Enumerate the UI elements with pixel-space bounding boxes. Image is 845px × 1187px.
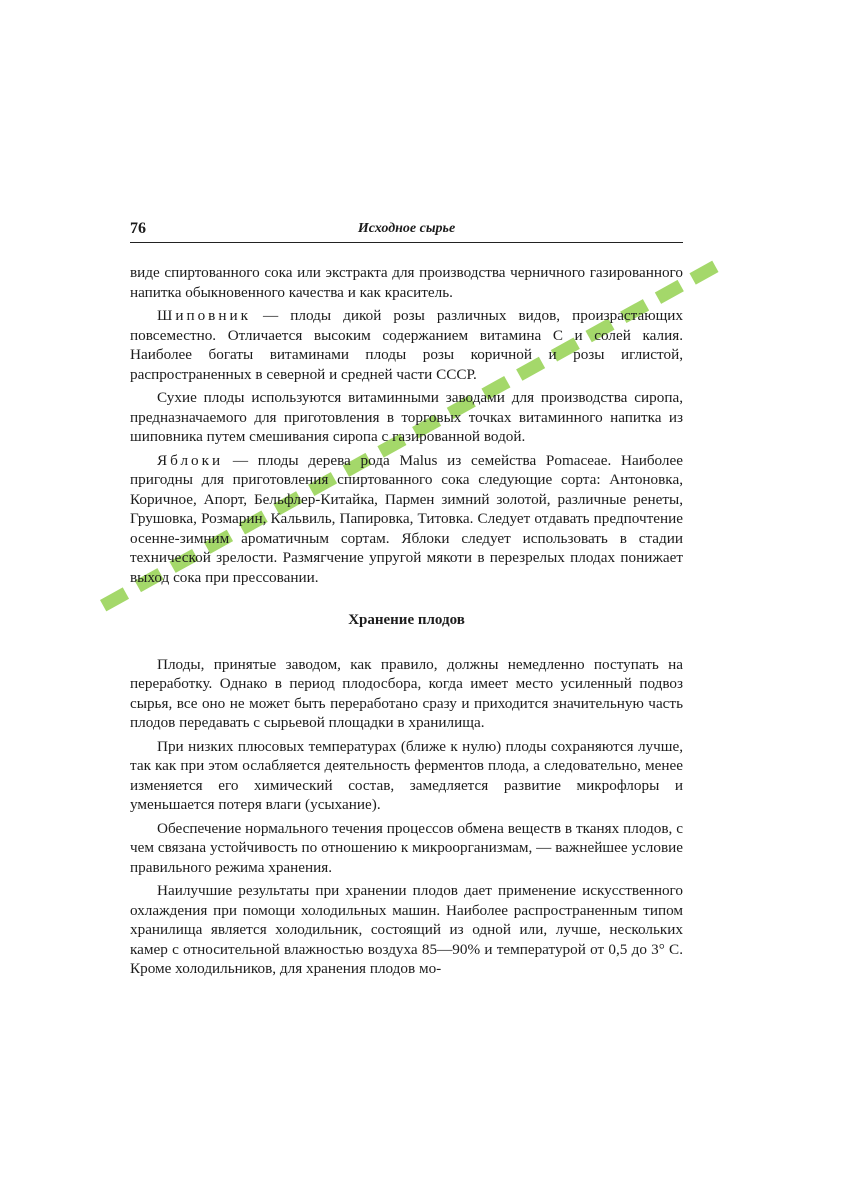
running-title: Исходное сырье: [357, 221, 456, 236]
running-head: [130, 218, 683, 243]
paragraph-continued: виде спиртованного сока или экстракта для производства черничного газированного напитка обыкновенного качества и как краситель.: [130, 264, 683, 301]
paragraph-metabolism: Обеспечение нормального течения процессов обмена веществ в тканях плодов, с чем связана устойчивость по отношению к микроорганизмам, — важнейшее условие правильного режима хранения.: [130, 819, 683, 876]
paragraph-rosehip-text: — плоды дикой розы различных видов, произрастающих повсеместно. Отличается высоким содержанием витамина С и солей калия. Наиболее богаты витаминами плоды розы коричной и розы иглистой, распространенных в северной и средней части СССР.: [130, 307, 683, 383]
term-apples: Яблоки: [157, 451, 224, 469]
paragraph-dry-fruits: Сухие плоды используются витаминными заводами для производства сиропа, предназначаемого для приготовления в торговых точках витаминного напитка из шиповника путем смешивания сиропа с газированной водой.: [130, 389, 683, 445]
page-body: [130, 263, 683, 979]
paragraph-rosehip: [130, 306, 683, 384]
paragraph-temperature: При низких плюсовых температурах (ближе к нулю) плоды сохраняются лучше, так как при этом ослабляется деятельность ферментов плода, а следовательно, менее изменяется его химический состав, замедляется развитие микрофлоры и уменьшается потеря влаги (усыхание).: [130, 737, 683, 813]
book-page: [130, 218, 683, 983]
paragraph-apples-text: — плоды дерева рода Malus из семейства Pomaceae. Наиболее пригодны для приготовления спиртованного сока следующие сорта: Антоновка, Коричное, Апорт, Бельфлер-Китайка, Пармен зимний золотой, различные ренеты, Грушовка, Розмарин, Кальвиль, Папировка, Титовка. Следует отдавать предпочтение осенне-зимним ароматичным сортам. Яблоки следует использовать в стадии технической зрелости. Размягчение упругой мякоти в перезрелых плодах понижает выход сока при прессовании.: [130, 451, 683, 586]
paragraph-apples: [130, 451, 683, 588]
paragraph-refrigeration: Наилучшие результаты при хранении плодов дает применение искусственного охлаждения при помощи холодильных машин. Наиболее распространенным типом хранилища является холодильник, состоящий из одной или, лучше, нескольких камер с относительной влажностью воздуха 85—90% и температурой от 0,5 до 3° С. Кроме холодильников, для хранения плодов мо-: [130, 882, 683, 977]
section-heading: Хранение плодов: [348, 612, 465, 628]
page-number: 76: [130, 220, 146, 237]
paragraph-processing: Плоды, принятые заводом, как правило, должны немедленно поступать на переработку. Однако в период плодосбора, когда имеет место усиленный подвоз сырья, все оно не может быть переработано сразу и приходится значительную часть плодов передавать с сырьевой площадки в хранилища.: [130, 655, 683, 731]
term-rosehip: Шиповник: [157, 307, 251, 324]
